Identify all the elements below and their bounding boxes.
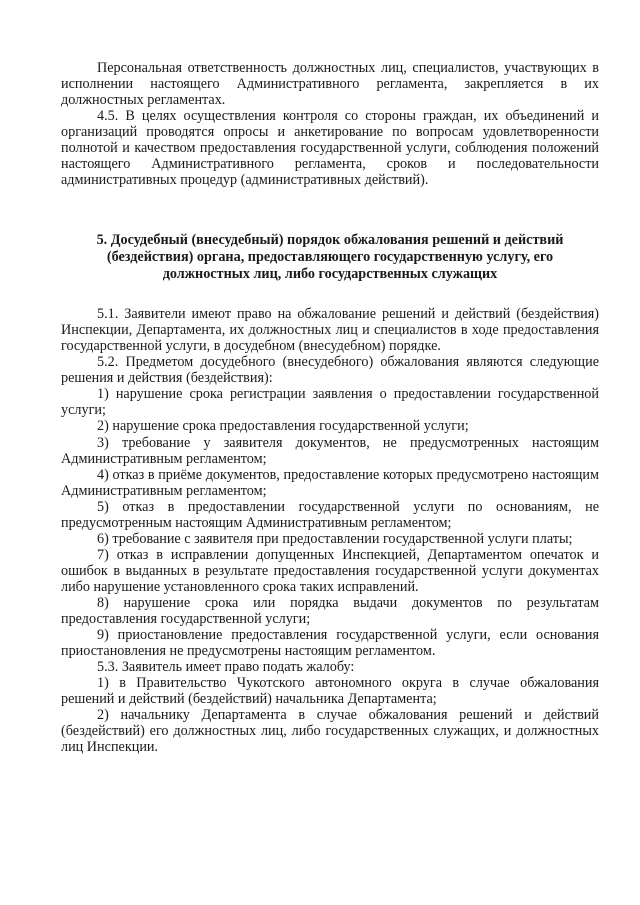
list-item-2: 2) нарушение срока предоставления государственной услуги;: [97, 418, 469, 435]
paragraph-4-5: 4.5. В целях осуществления контроля со стороны граждан, их объединений и организаций проводятся опросы и анкетирование по вопросам удовлетворенности полнотой и качеством предоставления государственной услуги, соблюдения положений настоящего Административного регламента, сроков и последовательности административных процедур (административных действий).: [61, 108, 599, 189]
list-item-5: 5) отказ в предоставлении государственной услуги по основаниям, не предусмотренным настоящим Административным регламентом;: [61, 498, 599, 531]
document-page: [61, 60, 599, 755]
list-item-6: 6) требование с заявителя при предоставлении государственной услуги платы;: [97, 530, 573, 547]
list-item-3: 3) требование у заявителя документов, не предусмотренных настоящим Административным регламентом;: [61, 434, 599, 467]
paragraph-5-1: 5.1. Заявители имеют право на обжалование решений и действий (бездействия) Инспекции, Департамента, их должностных лиц и специалистов в ходе предоставления государственной услуги, в досудебном (внесудебном) порядке.: [61, 306, 599, 355]
paragraph-responsibility: Персональная ответственность должностных лиц, специалистов, участвующих в исполнении настоящего Административного регламента, закрепляется в их должностных регламентах.: [61, 60, 599, 109]
complaint-item-1: 1) в Правительство Чукотского автономного округа в случае обжалования решений и действий (бездействий) начальника Департамента;: [61, 675, 599, 708]
list-item-4: 4) отказ в приёме документов, предоставление которых предусмотрено настоящим Административным регламентом;: [61, 466, 599, 499]
complaint-item-2: 2) начальнику Департамента в случае обжалования решений и действий (бездействий) его должностных лиц, либо государственных служащих, и должностных лиц Инспекции.: [61, 707, 599, 756]
list-item-8: 8) нарушение срока или порядка выдачи документов по результатам предоставления государственной услуги;: [61, 595, 599, 628]
paragraph-5-2: 5.2. Предметом досудебного (внесудебного) обжалования являются следующие решения и действия (бездействия):: [61, 354, 599, 387]
list-item-9: 9) приостановление предоставления государственной услуги, если основания приостановления не предусмотрены настоящим регламентом.: [61, 627, 599, 660]
list-item-7: 7) отказ в исправлении допущенных Инспекцией, Департаментом опечаток и ошибок в выданных в результате предоставления государственной услуги документах либо нарушение установленного срока таких исправлений.: [61, 546, 599, 595]
list-item-1: 1) нарушение срока регистрации заявления о предоставлении государственной услуги;: [61, 386, 599, 419]
section-5-heading: 5. Досудебный (внесудебный) порядок обжалования решений и действий (бездействия) органа, предоставляющего государственную услугу, его должностных лиц, либо государственных служащих: [96, 232, 564, 282]
paragraph-5-3: 5.3. Заявитель имеет право подать жалобу:: [97, 659, 355, 676]
